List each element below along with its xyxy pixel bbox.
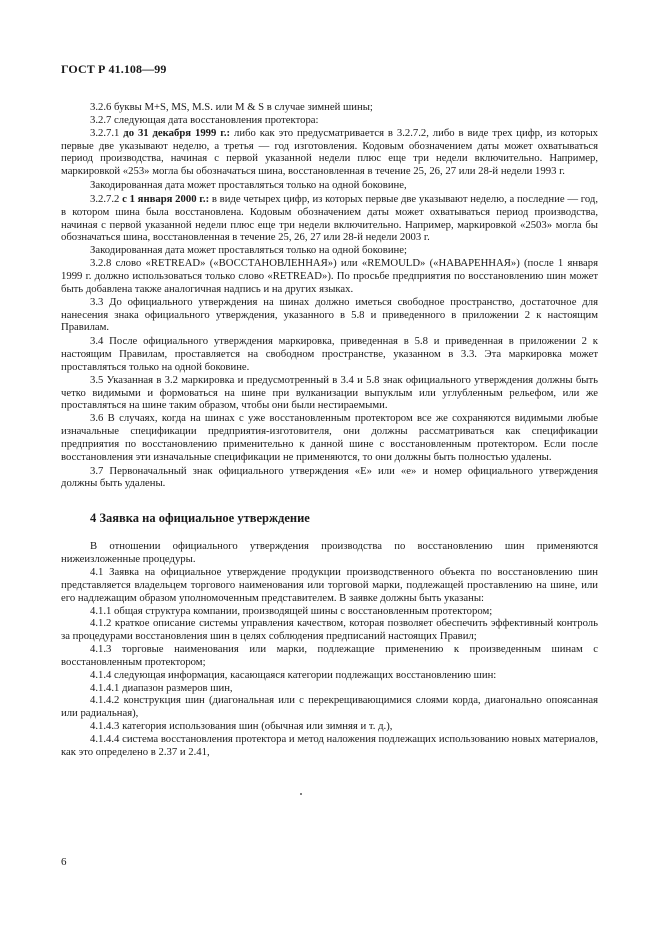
page-number: 6 (61, 856, 67, 868)
document-body (61, 101, 598, 759)
paragraph-3-3: 3.3 До официального утверждения на шинах должно иметься свободное пространство, достаточное для нанесения знака официального утверждения, указанного в 5.8 и приведенного в приложении 2 к настоящим Правилам. (61, 295, 598, 334)
paragraph-4-1-3: 4.1.3 торговые наименования или марки, подлежащие применению к произведенным шинам с восстановленным протектором; (61, 643, 598, 668)
clause-text: в виде четырех цифр, из которых первые две указывают неделю, а последние — год, в котором шина была восстановлена. Кодовым обозначением даты может охватываться период производства, начиная с первой указанной недели плюс еще три недели включительно. Например, маркировкой «2503» могла бы обозначаться шина, восстановленная в течение 25, 26, 27 или 28-й недели 2003 г. (61, 192, 599, 244)
section-4-heading: 4 Заявка на официальное утверждение (90, 511, 310, 526)
section-4-intro: В отношении официального утверждения производства по восстановлению шин применяются нижеизложенные процедуры. (61, 540, 598, 566)
clause-text: либо как это предусматривается в 3.2.7.2, либо в виде трех цифр, из которых первые две указывают неделю, а третья — год изготовления. Кодовым обозначением даты может охватываться период производства, начиная с первой указанной недели плюс еще три недели включительно. Например, маркировкой «253» могла бы обозначаться шина, восстановленная в течение 25, 26, 27 или 28-й недели 1993 г. (61, 126, 599, 178)
paragraph-3-5: 3.5 Указанная в 3.2 маркировка и предусмотренный в 3.4 и 5.8 знак официального утверждения должны быть четко видимыми и формоваться на шине при вулканизации выпуклым или углубленным рельефом, или же проставляться на шине таким образом, чтобы они были нестираемыми. (61, 373, 598, 412)
paragraph-4-1-4-3: 4.1.4.3 категория использования шин (обычная или зимняя и т. д.), (90, 720, 393, 733)
paragraph-4-1-4-4: 4.1.4.4 система восстановления протектора и метод наложения подлежащих использованию новых материалов, как это определено в 2.37 и 2.41, (61, 732, 598, 758)
paragraph-4-1: 4.1 Заявка на официальное утверждение продукции производственного объекта по восстановлению шин представляется владельцем торгового наименования или торговой марки, подлежащей проставлению на шине, или его надлежащим образом уполномоченным представителем. В заявке должны быть указаны: (61, 566, 598, 604)
paragraph-3-2-7-1 (61, 127, 598, 178)
paragraph-4-1-4-2: 4.1.4.2 конструкция шин (диагональная или с перекрещивающимися слоями корда, диагонально опоясанная или радиальная), (61, 694, 598, 720)
paragraph-4-1-4: 4.1.4 следующая информация, касающаяся категории подлежащих восстановлению шин: (90, 668, 497, 681)
clause-number: 3.2.7.2 (90, 192, 123, 205)
clause-number: 3.2.7.1 (90, 126, 124, 139)
paragraph-4-1-2: 4.1.2 краткое описание системы управления качеством, которая позволяет обеспечить эффективный контроль за процедурами восстановления шин в целях соблюдения предписаний настоящих Правил; (61, 617, 598, 643)
clause-date-bold: до 31 декабря 1999 г.: (123, 126, 231, 139)
document-code-header: ГОСТ Р 41.108—99 (61, 62, 167, 76)
paragraph-3-2-7: 3.2.7 следующая дата восстановления протектора: (90, 113, 319, 126)
clause-date-bold: с 1 января 2000 г.: (122, 192, 210, 205)
paragraph-3-6: 3.6 В случаях, когда на шинах с уже восстановленным протектором все же сохраняются видимыми любые изначальные спецификации предприятия-изготовителя, они должны рассматриваться как спецификации предприятия по восстановлению применительно к данной шине с восстановленным протектором. Если после восстановления эти изначальные спецификации не применяются, то они должны быть полностью удалены. (61, 412, 598, 463)
paragraph-4-1-4-1: 4.1.4.1 диапазон размеров шин, (90, 681, 233, 694)
paragraph-3-4: 3.4 После официального утверждения маркировка, приведенная в 5.8 и приведенная в приложении 2 к настоящим Правилам, проставляется на свободном пространстве, указанном в 3.3. Эта маркировка может проставляться только на одной боковине. (61, 335, 598, 373)
paragraph-3-2-7-2 (61, 193, 598, 244)
paragraph-3-7: 3.7 Первоначальный знак официального утверждения «E» или «e» и номер официального утверждения должны быть удалены. (61, 464, 598, 490)
paragraph-coded-date-2: Закодированная дата может проставляться только на одной боковине; (90, 244, 407, 257)
paragraph-3-2-8: 3.2.8 слово «RETREAD» («ВОССТАНОВЛЕННАЯ») или «REMOULD» («НАВАРЕННАЯ») (после 1 января 1999 г. должно использоваться только слово «RETREAD»). По просьбе предприятия по восстановлению шин может быть добавлена также аналогичная надпись и на других языках. (61, 257, 598, 295)
paragraph-3-2-6: 3.2.6 буквы M+S, MS, M.S. или M & S в случае зимней шины; (90, 101, 373, 113)
paragraph-4-1-1: 4.1.1 общая структура компании, производящей шины с восстановленным протектором; (90, 604, 493, 617)
paragraph-coded-date-1: Закодированная дата может проставляться только на одной боковине, (90, 179, 407, 192)
scan-speck (300, 793, 302, 795)
